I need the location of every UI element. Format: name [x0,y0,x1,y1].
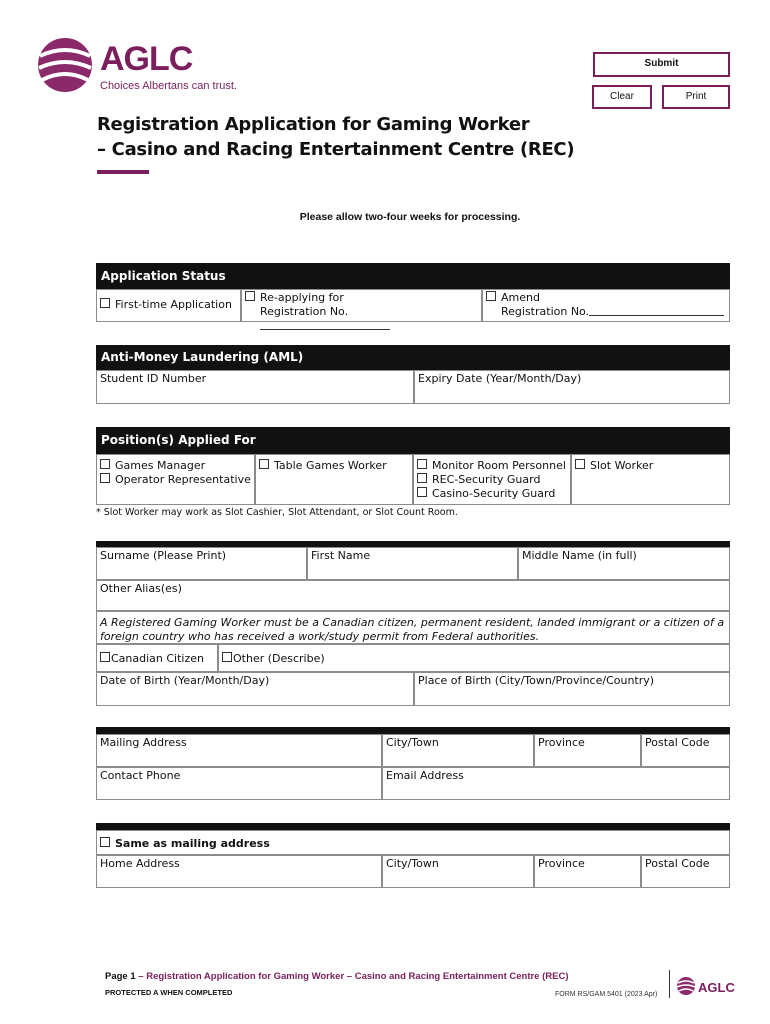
aml-header: Anti-Money Laundering (AML) [96,345,730,370]
submit-button[interactable]: Submit [593,52,730,77]
expiry-date-label: Expiry Date (Year/Month/Day) [418,372,582,385]
reapplying-reg-field[interactable] [260,329,390,330]
reapplying-cell[interactable] [241,289,482,322]
title-line-1: Registration Application for Gaming Worker [97,114,530,135]
dob-label: Date of Birth (Year/Month/Day) [100,674,270,687]
processing-notice: Please allow two-four weeks for processing. [299,211,521,223]
positions-header: Position(s) Applied For [96,427,730,454]
mailing-address-label: Mailing Address [100,736,187,749]
mailing-province-label: Province [538,736,585,749]
same-as-mailing-checkbox[interactable] [100,837,110,847]
positions-col-4 [571,454,730,505]
casino-security-label: Casino-Security Guard [432,487,556,500]
clear-button[interactable]: Clear [592,85,652,109]
reapplying-checkbox[interactable] [245,291,255,301]
footer-page: Page 1 [105,971,136,982]
table-games-label: Table Games Worker [274,459,387,472]
games-manager-checkbox[interactable] [100,459,110,469]
canadian-label: Canadian Citizen [111,652,205,665]
mailing-postal-label: Postal Code [645,736,710,749]
amend-cell[interactable] [482,289,730,322]
operator-rep-label: Operator Representative [115,473,251,486]
footer-logo-icon [676,976,696,996]
student-id-field[interactable] [96,370,414,404]
middle-name-label: Middle Name (in full) [522,549,637,562]
middle-name-field[interactable] [518,547,730,580]
mailing-city-field[interactable] [382,734,534,767]
home-address-label: Home Address [100,857,180,870]
same-as-mailing-label: Same as mailing address [115,837,270,850]
first-name-field[interactable] [307,547,518,580]
title-line-2: – Casino and Racing Entertainment Centre (REC) [97,139,575,160]
aglc-logo-icon [36,36,94,94]
home-city-field[interactable] [382,855,534,888]
monitor-room-label: Monitor Room Personnel [432,459,566,472]
contact-phone-label: Contact Phone [100,769,181,782]
monitor-room-checkbox[interactable] [417,459,427,469]
casino-security-checkbox[interactable] [417,487,427,497]
pob-label: Place of Birth (City/Town/Province/Country) [418,674,655,687]
positions-col-2 [255,454,413,505]
rec-security-label: REC-Security Guard [432,473,541,486]
reapplying-reg-label: Registration No. [260,305,349,318]
games-manager-label: Games Manager [115,459,206,472]
canadian-cell[interactable] [96,644,218,672]
title-accent-bar [97,170,149,174]
pob-field[interactable] [414,672,730,706]
reapplying-label-text: Re-applying for [260,291,344,304]
footer-doc-title: – Registration Application for Gaming Worker – Casino and Racing Entertainment Centre (REC) [138,971,569,982]
expiry-date-field[interactable] [414,370,730,404]
slot-worker-checkbox[interactable] [575,459,585,469]
student-id-label: Student ID Number [100,372,207,385]
canadian-checkbox[interactable] [100,652,110,662]
amend-reg-field[interactable] [589,315,724,316]
email-label: Email Address [386,769,464,782]
page-title [97,112,574,162]
first-time-cell[interactable] [96,289,241,322]
amend-label: Amend [501,291,540,304]
footer-form-number: FORM RS/GAM 5401 (2023 Apr) [555,991,658,998]
other-cell[interactable] [218,644,730,672]
home-address-field[interactable] [96,855,382,888]
rec-security-checkbox[interactable] [417,473,427,483]
alias-label: Other Alias(es) [100,582,182,595]
slot-worker-note: * Slot Worker may work as Slot Cashier, Slot Attendant, or Slot Count Room. [96,507,458,518]
brand-name: AGLC [100,40,193,78]
footer-protected: PROTECTED A WHEN COMPLETED [105,988,233,997]
surname-field[interactable] [96,547,307,580]
same-as-mailing-cell[interactable] [96,830,730,855]
mailing-section-rule [96,727,730,734]
slot-worker-label: Slot Worker [590,459,654,472]
footer-divider [669,970,670,998]
mailing-city-label: City/Town [386,736,439,749]
brand-tagline: Choices Albertans can trust. [100,80,237,92]
application-status-header: Application Status [96,263,730,289]
home-section-rule [96,823,730,830]
contact-phone-field[interactable] [96,767,382,800]
positions-col-3 [413,454,571,505]
first-name-label: First Name [311,549,371,562]
operator-rep-checkbox[interactable] [100,473,110,483]
amend-checkbox[interactable] [486,291,496,301]
home-province-field[interactable] [534,855,641,888]
footer-brand: AGLC [698,980,735,995]
positions-col-1 [96,454,255,505]
home-postal-label: Postal Code [645,857,710,870]
mailing-address-field[interactable] [96,734,382,767]
table-games-checkbox[interactable] [259,459,269,469]
dob-field[interactable] [96,672,414,706]
mailing-postal-field[interactable] [641,734,730,767]
citizenship-note: A Registered Gaming Worker must be a Canadian citizen, permanent resident, landed immigrant or a citizen of a foreign country who has received a work/study permit from Federal authorities. [96,611,730,644]
print-button[interactable]: Print [662,85,730,109]
first-time-label: First-time Application [115,298,232,311]
other-checkbox[interactable] [222,652,232,662]
home-postal-field[interactable] [641,855,730,888]
home-city-label: City/Town [386,857,439,870]
home-province-label: Province [538,857,585,870]
alias-field[interactable] [96,580,730,611]
mailing-province-field[interactable] [534,734,641,767]
surname-label: Surname (Please Print) [100,549,227,562]
email-field[interactable] [382,767,730,800]
footer-title [105,971,568,982]
first-time-checkbox[interactable] [100,298,110,308]
other-label: Other (Describe) [233,652,325,665]
amend-reg-label: Registration No. [501,305,590,318]
